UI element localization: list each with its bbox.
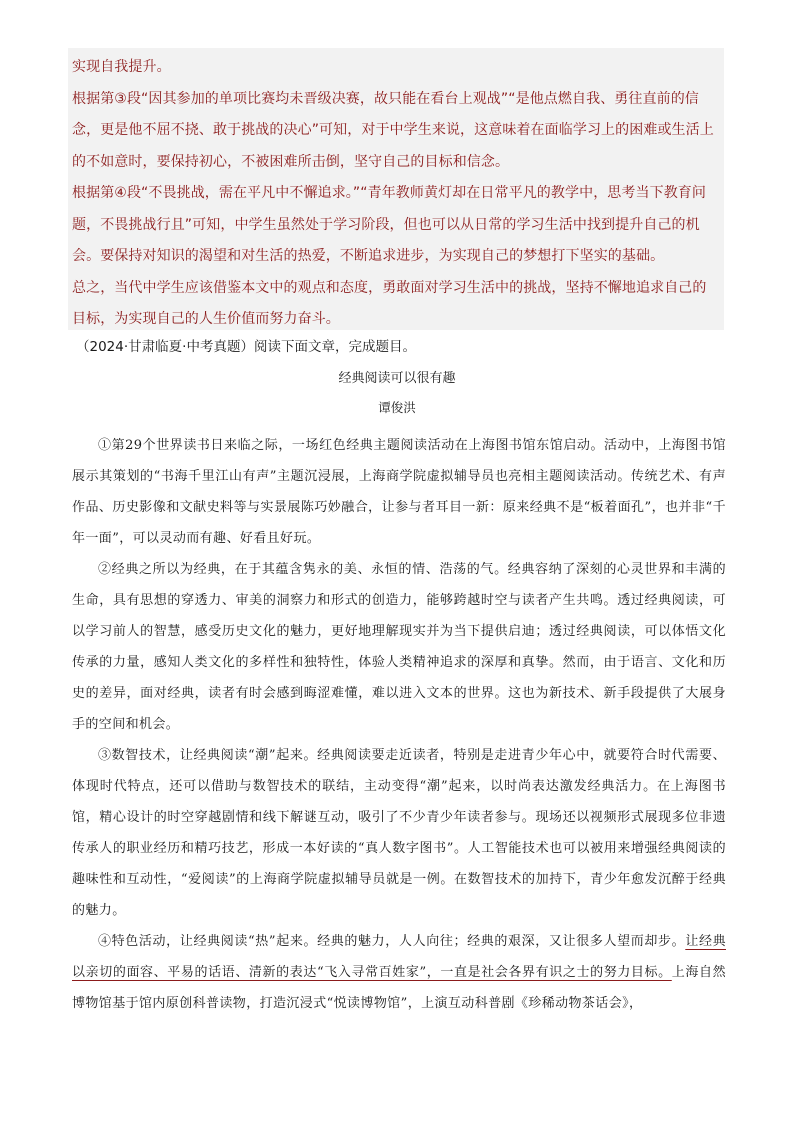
paragraph-4 <box>72 926 726 1019</box>
answer-line-3: 根据第④段“不畏挑战，需在平凡中不懈追求。”“青年教师黄灯却在日常平凡的教学中，思考当下教育问题，不畏挑战行且”可知，中学生虽然处于学习阶段，但也可以从日常的学习生活中找到提升自己的机会。要保持对知识的渴望和对生活的热爱，不断追求进步，为实现自己的梦想打下坚实的基础。 <box>72 185 707 264</box>
answer-line-1: 实现自我提升。 <box>72 59 171 75</box>
question-source: （2024·甘肃临夏·中考真题）阅读下面文章，完成题目。 <box>76 339 416 355</box>
paragraph-4-start: ④特色活动，让经典阅读“热”起来。经典的魅力，人人向往；经典的艰深，又让很多人望而却步。 <box>98 934 686 949</box>
paragraph-1: ①第29个世界读书日来临之际，一场红色经典主题阅读活动在上海图书馆东馆启动。活动中，上海图书馆展示其策划的“书海千里江山有声”主题沉浸展，上海商学院虚拟辅导员也亮相主题阅读活动。传统艺术、有声作品、历史影像和文献史料等与实景展陈巧妙融合，让参与者耳目一新：原来经典不是“板着面孔”，也并非“千年一面”，可以灵动而有趣、好看且好玩。 <box>72 438 726 546</box>
article-body <box>72 430 726 1019</box>
underlined-sentence: 让经典以亲切的面容、平易的话语、清新的表达“飞入寻常百姓家”，一直是社会各界有识之士的努力目标。 <box>72 934 726 980</box>
paragraph-2: ②经典之所以为经典，在于其蕴含隽永的美、永恒的情、浩荡的气。经典容纳了深刻的心灵世界和丰满的生命，具有思想的穿透力、审美的洞察力和形式的创造力，能够跨越时空与读者产生共鸣。透过经典阅读，可以学习前人的智慧，感受历史文化的魅力，更好地理解现实并为当下提供启迪；透过经典阅读，可以体悟文化传承的力量，感知人类文化的多样性和独特性，体验人类精神追求的深厚和真挚。然而，由于语言、文化和历史的差异，面对经典，读者有时会感到晦涩难懂，难以进入文本的世界。这也为新技术、新手段提供了大展身手的空间和机会。 <box>72 562 726 732</box>
answer-line-4: 总之，当代中学生应该借鉴本文中的观点和态度，勇敢面对学习生活中的挑战，坚持不懈地追求自己的目标，为实现自己的人生价值而努力奋斗。 <box>72 279 707 327</box>
article-title: 经典阅读可以很有趣 <box>338 371 456 386</box>
answer-box <box>68 48 724 330</box>
answer-line-2: 根据第③段“因其参加的单项比赛均未晋级决赛，故只能在看台上观战”“是他点燃自我、勇往直前的信念，更是他不屈不挠、敢于挑战的决心”可知，对于中学生来说，这意味着在面临学习上的困难或生活上的不如意时，要保持初心，不被困难所击倒，坚守自己的目标和信念。 <box>72 90 714 170</box>
paragraph-3: ③数智技术，让经典阅读“潮”起来。经典阅读要走近读者，特别是走进青少年心中，就要符合时代需要、体现时代特点，还可以借助与数智技术的联结，主动变得“潮”起来，以时尚表达激发经典活力。在上海图书馆，精心设计的时空穿越剧情和线下解谜互动，吸引了不少青少年读者参与。现场还以视频形式展现多位非遗传承人的职业经历和精巧技艺，形成一本好读的“真人数字图书”。人工智能技术也可以被用来增强经典阅读的趣味性和互动性，“爱阅读”的上海商学院虚拟辅导员就是一例。在数智技术的加持下，青少年愈发沉醉于经典的魅力。 <box>72 748 726 918</box>
paragraph-4-end: 上海自然博物馆基于馆内原创科普读物，打造沉浸式“悦读博物馆”，上演互动科普剧《珍稀动物茶话会》， <box>72 965 726 1011</box>
article-author: 谭俊洪 <box>378 400 416 415</box>
